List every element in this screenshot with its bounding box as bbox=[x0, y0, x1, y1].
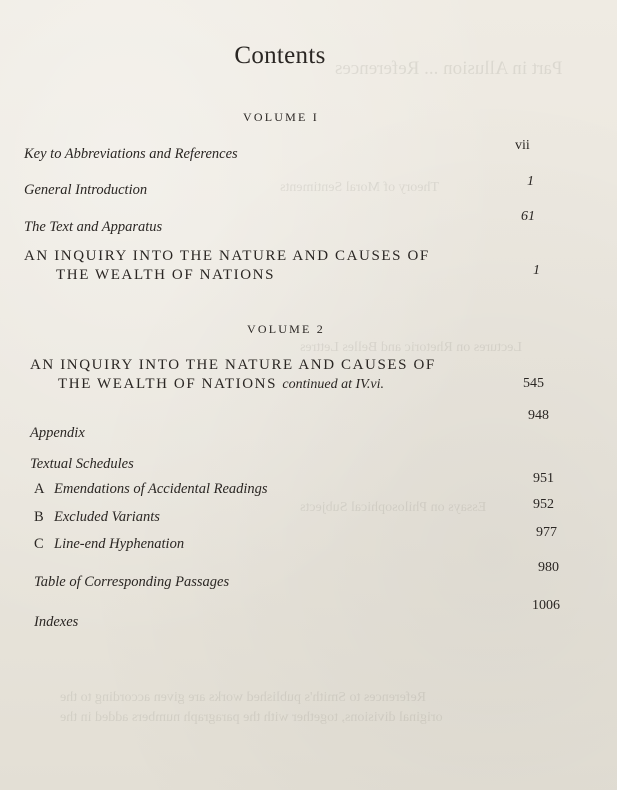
entry-line: AN INQUIRY INTO THE NATURE AND CAUSES OF bbox=[24, 248, 430, 264]
entry-line: THE WEALTH OF NATIONS bbox=[56, 267, 276, 283]
page-number: 1 bbox=[533, 263, 540, 278]
schedule-letter: A bbox=[34, 481, 45, 497]
toc-entry-appendix: Appendix bbox=[30, 425, 85, 441]
toc-entry-table-of-corresponding-passages: Table of Corresponding Passages bbox=[34, 574, 230, 590]
show-through-text: References to Smith's published works are given according to the bbox=[60, 690, 427, 705]
toc-entry-schedule-a bbox=[34, 481, 268, 498]
toc-entry-text-and-apparatus: The Text and Apparatus bbox=[24, 219, 163, 235]
page-number: 977 bbox=[536, 525, 557, 540]
volume-1-heading: VOLUME I bbox=[243, 110, 319, 124]
schedule-letter: B bbox=[34, 509, 44, 525]
toc-entry-textual-schedules: Textual Schedules bbox=[30, 456, 134, 472]
show-through-text: Part in Allusion ... References bbox=[335, 58, 563, 79]
toc-entry-schedule-b bbox=[34, 509, 160, 526]
show-through-text: original divisions, together with the paragraph numbers added in the bbox=[60, 710, 443, 725]
schedule-label: Excluded Variants bbox=[54, 509, 160, 525]
toc-entry-key-to-abbreviations: Key to Abbreviations and References bbox=[24, 146, 238, 162]
toc-entry-general-introduction: General Introduction bbox=[24, 182, 148, 198]
page-number: 1 bbox=[527, 174, 534, 189]
toc-entry-schedule-c bbox=[34, 536, 184, 553]
page-title: Contents bbox=[234, 42, 326, 69]
entry-line: AN INQUIRY INTO THE NATURE AND CAUSES OF bbox=[30, 357, 436, 373]
show-through-text: Theory of Moral Sentiments bbox=[280, 180, 440, 195]
toc-entry-wealth-of-nations-vol2 bbox=[30, 356, 436, 394]
schedule-label: Emendations of Accidental Readings bbox=[54, 481, 268, 497]
schedule-letter: C bbox=[34, 536, 44, 552]
toc-entry-wealth-of-nations-vol1 bbox=[24, 247, 430, 285]
page-number: 952 bbox=[533, 497, 554, 512]
schedule-label: Line-end Hyphenation bbox=[54, 536, 185, 552]
entry-line: THE WEALTH OF NATIONS bbox=[58, 376, 278, 392]
show-through-text: Essays on Philosophical Subjects bbox=[300, 500, 487, 515]
page-number: 1006 bbox=[532, 598, 560, 613]
page-number: 545 bbox=[523, 376, 544, 391]
continuation-note: continued at IV.vi. bbox=[282, 377, 384, 392]
volume-2-heading: VOLUME 2 bbox=[247, 322, 325, 336]
page-number: 951 bbox=[533, 471, 554, 486]
page-number: vii bbox=[515, 138, 530, 153]
page-number: 61 bbox=[521, 209, 535, 224]
page-number: 980 bbox=[538, 560, 559, 575]
toc-entry-indexes: Indexes bbox=[34, 614, 79, 630]
show-through-text: Lectures on Rhetoric and Belles Lettres bbox=[300, 340, 522, 355]
page-number: 948 bbox=[528, 408, 549, 423]
